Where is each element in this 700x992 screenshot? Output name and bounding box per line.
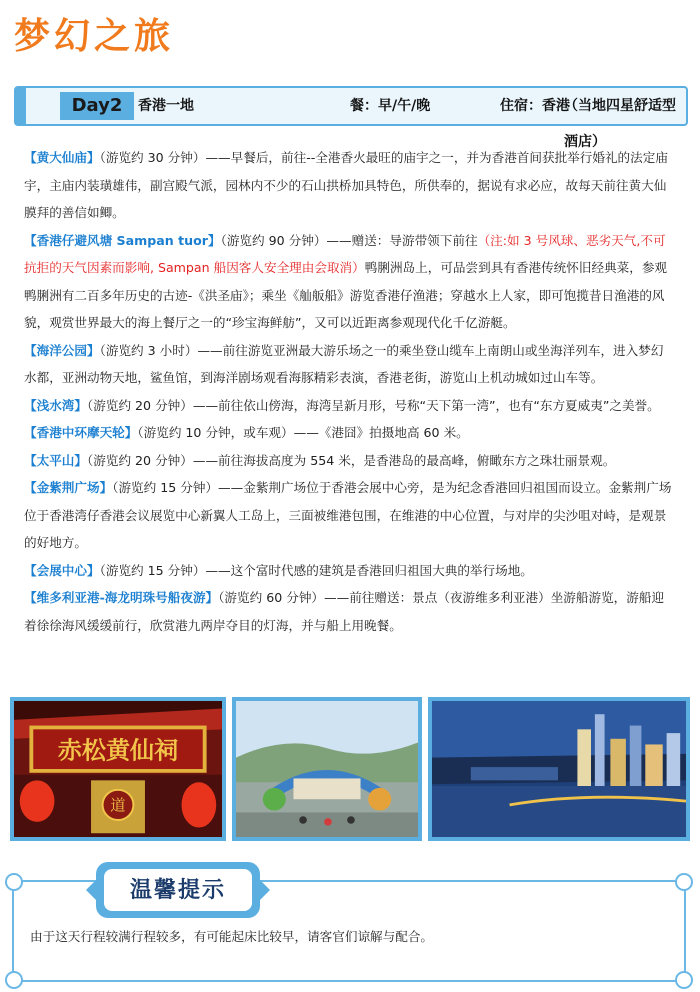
route-label: 香港一地 [138, 98, 194, 114]
tips-badge [96, 862, 260, 918]
spot-name: 【黄大仙庙】 [24, 150, 100, 165]
spot-name: 【太平山】 [24, 452, 87, 468]
spot-detail: （游览约 3 小时）——前往游览亚洲最大游乐场之一的乘坐登山缆车上南朗山或坐海洋列车，进入梦幻水都，亚洲动物天地，鲨鱼馆，到海洋剧场观看海豚精彩表演，香港老街，游览山上机动城如过山车等。 [24, 342, 664, 385]
meals-label: 餐：早/午/晚 [350, 98, 431, 114]
item-wong-tai-sin [24, 144, 674, 227]
ocean-park-photo [232, 697, 422, 841]
day-label: Day2 [60, 92, 134, 120]
spot-detail: （游览约 90 分钟）——赠送：导游带领下前往 [220, 232, 478, 248]
safety-note: （注:如 3 号风球、恶劣天气,不可抗拒的天气因素而影响, Sampan 船因客人安全理由会取消） [24, 232, 666, 275]
spot-name: 【金紫荆广场】 [24, 480, 113, 495]
item-aberdeen [24, 227, 674, 337]
item-observation-wheel [24, 419, 674, 447]
harbour-night-photo [428, 697, 690, 841]
spot-detail: （游览约 30 分钟）——早餐后，前往--全港香火最旺的庙宇之一，并为香港首间获批举行婚礼的法定庙宇，主庙内装璜雄伟，副宫殿气派，园林内不少的石山拱桥加具特色，所供奉的，据说有求必应，故每天前往黄大仙膜拜的善信如鲫。 [24, 150, 668, 220]
bar-accent [16, 88, 26, 124]
tips-text: 由于这天行程较满行程较多，有可能起床比较早，请客官们谅解与配合。 [30, 929, 433, 944]
item-repulse-bay [24, 392, 674, 420]
itinerary-body [24, 144, 674, 639]
corner-dot [5, 971, 23, 989]
spot-detail: （游览约 15 分钟）——金紫荆广场位于香港会展中心旁，是为纪念香港回归祖国而设立。金紫荆广场位于香港湾仔香港会议展览中心新翼人工岛上，三面被维港包围，在维港的中心位置，与对岸的尖沙咀对峙，是观景的好地方。 [24, 480, 672, 550]
spot-detail: （游览约 15 分钟）——这个富时代感的建筑是香港回归祖国大典的举行场地。 [99, 562, 533, 578]
brand-title: 梦幻之旅 [14, 15, 175, 57]
lodging-label: 住宿：香港 [500, 98, 570, 114]
corner-dot [675, 873, 693, 891]
spot-detail: （游览约 20 分钟）——前往依山傍海，海湾呈新月形，号称“天下第一湾”，也有“东方夏威夷”之美誉。 [86, 397, 660, 413]
spot-name: 【会展中心】 [24, 562, 100, 578]
lodging-note: （当地四星舒适型酒店） [564, 98, 676, 150]
temple-plaque-text: 道 [110, 796, 126, 815]
temple-photo [10, 697, 226, 841]
spot-name: 【香港中环摩天轮】 [24, 425, 138, 440]
temple-image [14, 701, 222, 837]
corner-dot [675, 971, 693, 989]
item-ocean-park [24, 337, 674, 392]
item-victoria-peak [24, 447, 674, 475]
tips-title: 温馨提示 [104, 869, 252, 911]
item-golden-bauhinia [24, 474, 674, 557]
temple-sign-text: 赤松黄仙祠 [57, 736, 179, 765]
ocean-park-image [236, 701, 418, 837]
spot-name: 【海洋公园】 [24, 342, 100, 358]
item-victoria-harbour [24, 584, 674, 639]
photo-strip [10, 697, 690, 841]
spot-detail: 鸭脷洲岛上，可品尝到具有香港传统怀旧经典菜，参观鸭脷洲有二百多年历史的古迹-《洪圣庙》；乘坐《舢舨船》游览香港仔渔港；穿越水上人家，即可饱揽昔日渔港的风貌，观赏世界最大的海上餐厅之一的“珍宝海鲜舫”，又可以近距离参观现代化千亿游艇。 [24, 260, 667, 330]
spot-detail: （游览约 10 分钟，或车观）——《港囧》拍摄地高 60 米。 [137, 425, 469, 440]
spot-name: 【维多利亚港-海龙明珠号船夜游】 [24, 590, 219, 605]
badge-arrow-right [260, 880, 270, 900]
badge-arrow-left [86, 880, 96, 900]
spot-name: 【香港仔避风塘 Sampan tuor】 [24, 232, 221, 248]
item-convention-centre [24, 557, 674, 585]
spot-name: 【浅水湾】 [24, 397, 87, 413]
day-header-bar [14, 86, 688, 150]
spot-detail: （游览约 20 分钟）——前往海拔高度为 554 米，是香港岛的最高峰，俯瞰东方之珠壮丽景观。 [86, 452, 616, 468]
spot-detail: （游览约 60 分钟）——前往赠送：景点（夜游维多利亚港）坐游船游览，游船迎着徐徐海风缓缓前行，欣赏港九两岸夺目的灯海，并与船上用晚餐。 [24, 590, 665, 633]
corner-dot [5, 873, 23, 891]
harbour-image [432, 701, 686, 837]
